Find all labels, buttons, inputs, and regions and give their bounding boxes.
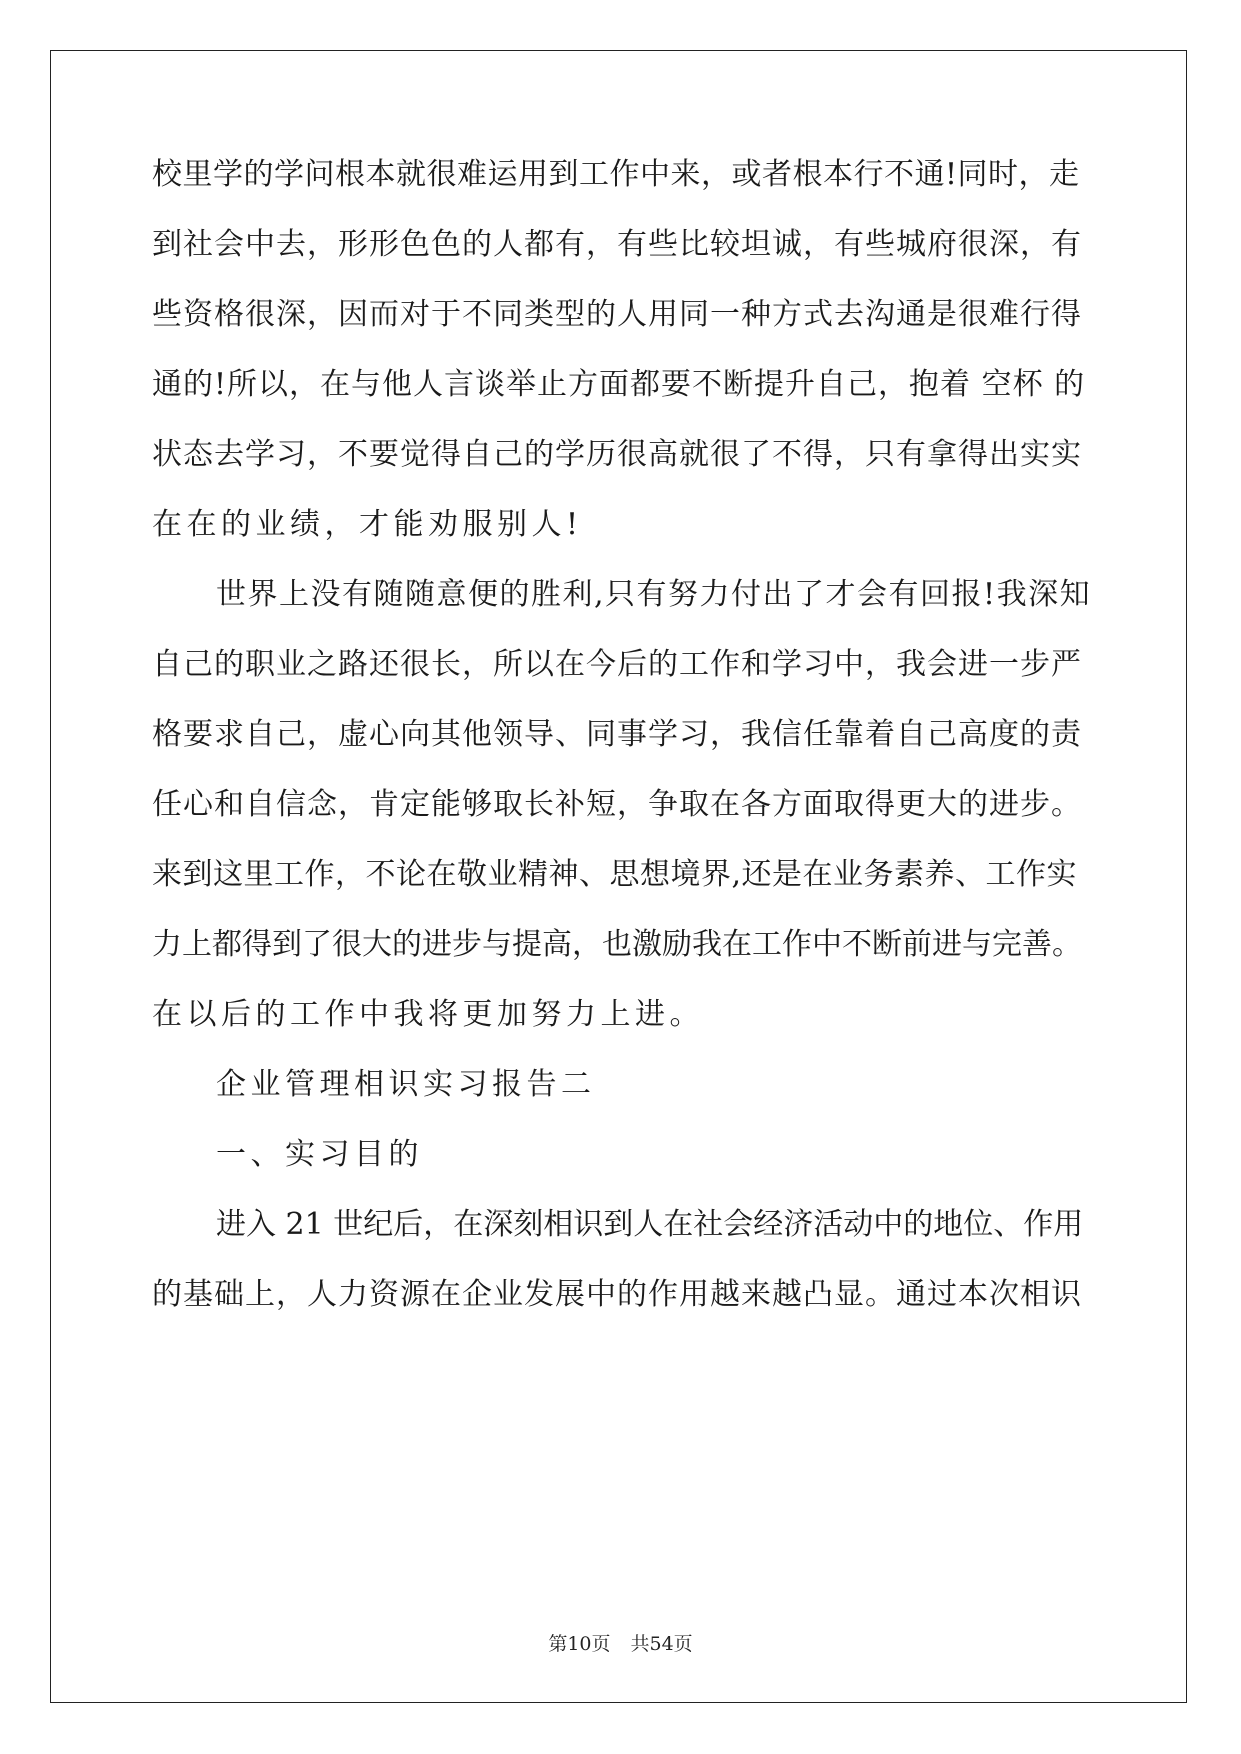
paragraph-line: 的基础上，人力资源在企业发展中的作用越来越凸显。通过本次相识 [152,1277,1082,1312]
paragraph-line: 状态去学习，不要觉得自己的学历很高就很了不得，只有拿得出实实 [152,437,1082,472]
paragraph-line: 格要求自己，虚心向其他领导、同事学习，我信任靠着自己高度的责 [152,717,1082,752]
paragraph-line: 校里学的学问根本就很难运用到工作中来，或者根本行不通!同时，走 [152,157,1080,192]
paragraph-line: 任心和自信念，肯定能够取长补短，争取在各方面取得更大的进步。 [152,787,1082,822]
paragraph-line: 来到这里工作，不论在敬业精神、思想境界,还是在业务素养、工作实 [152,857,1078,892]
paragraph-line: 到社会中去，形形色色的人都有，有些比较坦诚，有些城府很深，有 [152,227,1082,262]
page-footer [0,1632,1241,1656]
paragraph-line: 些资格很深，因而对于不同类型的人用同一种方式去沟通是很难行得 [152,297,1082,332]
paragraph-line: 世界上没有随随意便的胜利,只有努力付出了才会有回报!我深知 [216,577,1092,612]
paragraph-line: 进入 21 世纪后，在深刻相识到人在社会经济活动中的地位、作用 [216,1207,1084,1242]
paragraph-line: 在以后的工作中我将更加努力上进。 [152,997,704,1032]
page-number: 第10页 [548,1633,611,1655]
paragraph-line: 在在的业绩，才能劝服别人! [152,507,583,542]
paragraph-line: 力上都得到了很大的进步与提高，也激励我在工作中不断前进与完善。 [152,927,1082,962]
section-heading: 企业管理相识实习报告二 [216,1067,596,1102]
page-total: 共54页 [630,1633,693,1655]
subsection-heading: 一、实习目的 [216,1137,423,1172]
paragraph-line: 通的!所以，在与他人言谈举止方面都要不断提升自己，抱着 空杯 的 [152,367,1086,402]
paragraph-line: 自己的职业之路还很长，所以在今后的工作和学习中，我会进一步严 [152,647,1082,682]
